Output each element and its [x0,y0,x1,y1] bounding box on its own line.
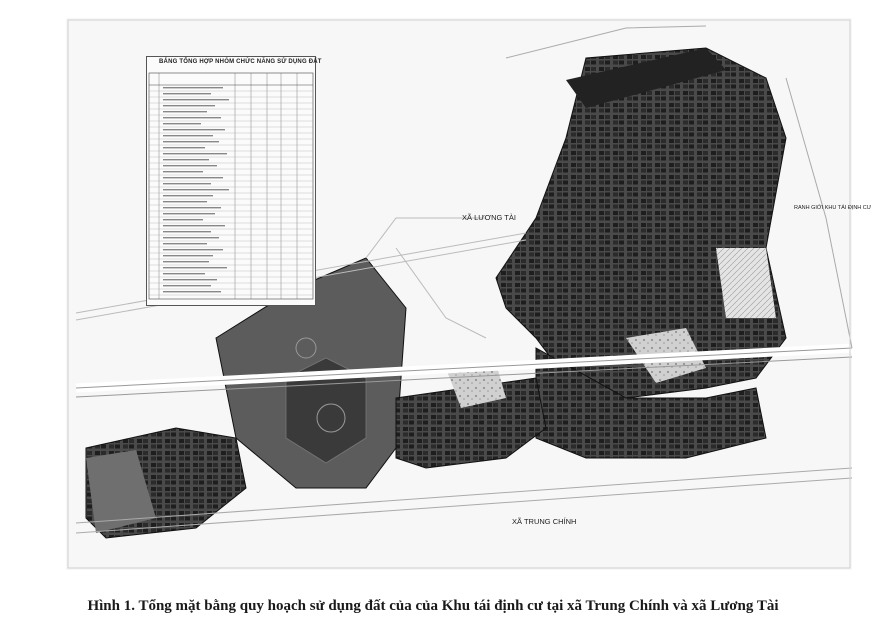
site-plan-map [66,18,871,570]
land-use-table-title: BẢNG TỔNG HỢP NHÓM CHỨC NĂNG SỬ DỤNG ĐẤT [159,59,322,65]
label-resettlement-boundary: RANH GIỚI KHU TÁI ĐỊNH CƯ [794,205,871,211]
label-luong-tai: XÃ LƯƠNG TÀI [462,213,516,222]
zone-existing-village-3 [716,248,776,318]
figure-caption: Hình 1. Tổng mặt bằng quy hoạch sử dụng đất của của Khu tái định cư tại xã Trung Chính và xã Lương Tài [87,598,779,614]
label-trung-chinh: XÃ TRUNG CHÍNH [512,517,577,526]
land-use-table-grid [147,71,315,303]
land-use-summary-table [146,56,322,306]
